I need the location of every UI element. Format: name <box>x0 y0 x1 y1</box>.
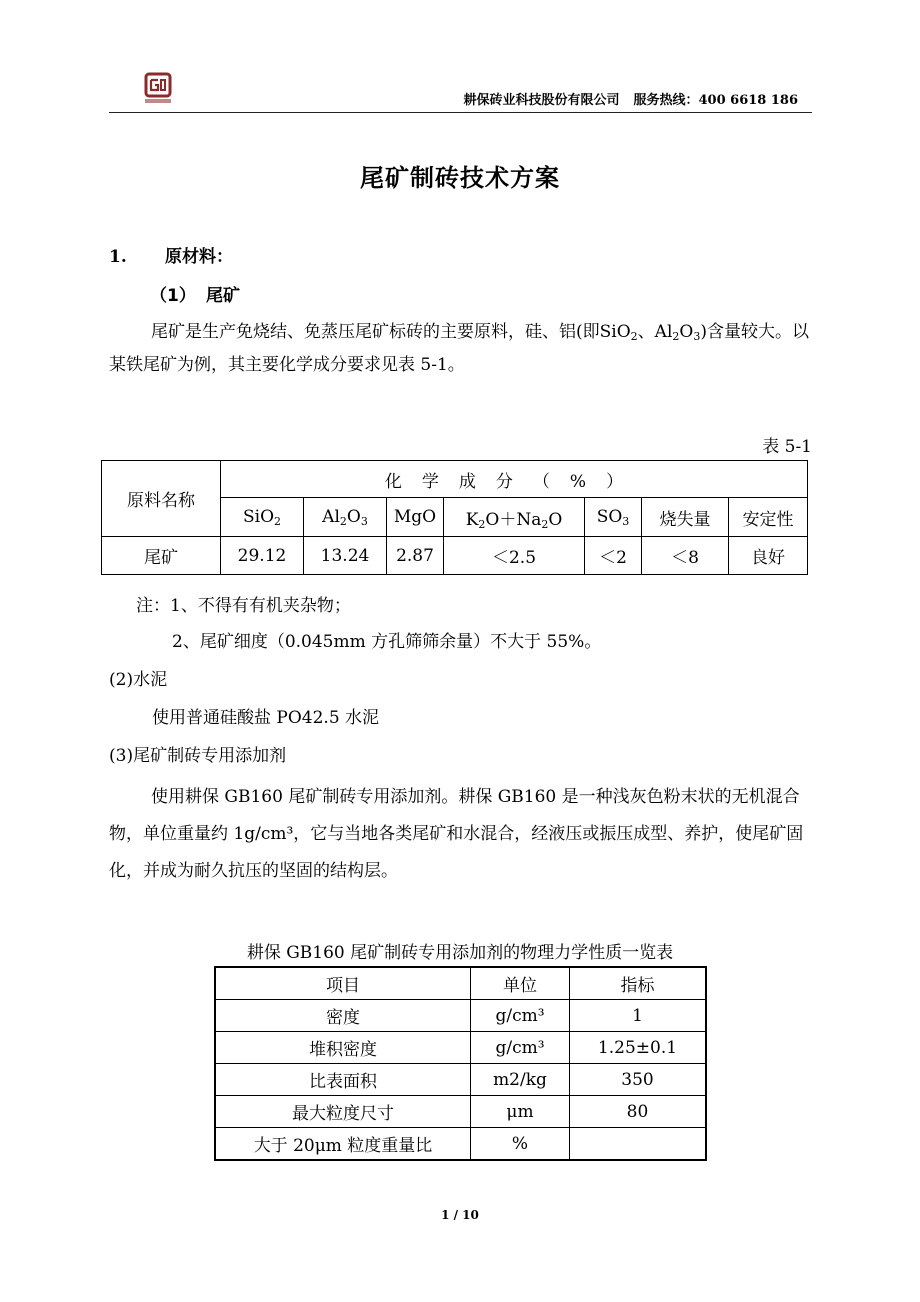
col-text: SiO <box>242 507 275 527</box>
additive-paragraph: 使用耕保 GB160 尾矿制砖专用添加剂。耕保 GB160 是一种浅灰色粉末状的无机混合物，单位重量约 1g/cm³，它与当地各类尾矿和水混合，经液压或振压成型、养护，使尾矿固化，并成为耐久抗压的坚固的结构层。 <box>109 787 804 881</box>
cell-stability: 良好 <box>729 537 808 575</box>
col-sub: 2 <box>274 515 282 528</box>
cell-item: 最大粒度尺寸 <box>215 1096 471 1128</box>
col-text: Al <box>322 507 340 527</box>
cement-heading: (2)水泥 <box>109 670 168 690</box>
formula-sub: 2 <box>630 330 638 343</box>
table-row <box>102 537 808 575</box>
table2-caption: 耕保 GB160 尾矿制砖专用添加剂的物理力学性质一览表 <box>246 943 674 963</box>
cell-unit: m2/kg <box>471 1064 570 1096</box>
tailings-paragraph <box>109 316 812 382</box>
col-al2o3 <box>304 498 387 537</box>
cell-item: 堆积密度 <box>215 1032 471 1064</box>
cell-unit: g/cm³ <box>471 1000 570 1032</box>
formula-o: O <box>679 322 694 342</box>
formula-al2o3: Al <box>654 322 673 342</box>
page-header <box>109 66 812 113</box>
table-row <box>215 1096 706 1128</box>
section-number: 1. <box>109 247 127 267</box>
col-mgo: MgO <box>387 498 444 537</box>
header-item: 项目 <box>215 967 471 1000</box>
header-unit: 单位 <box>471 967 570 1000</box>
cell-sio2: 29.12 <box>221 537 304 575</box>
para-separator: 、 <box>637 322 655 342</box>
col-sio2 <box>221 498 304 537</box>
cell-unit: g/cm³ <box>471 1032 570 1064</box>
table-header-row <box>215 967 706 1000</box>
cell-value: 350 <box>570 1064 707 1096</box>
cell-item: 大于 20μm 粒度重量比 <box>215 1128 471 1161</box>
cell-unit: % <box>471 1128 570 1161</box>
page-number: 1 / 10 <box>441 1208 479 1222</box>
header-value: 指标 <box>570 967 707 1000</box>
note-1: 注：1、不得有有机夹杂物； <box>136 596 351 616</box>
formula-sub: 3 <box>693 330 701 343</box>
company-logo <box>143 72 173 106</box>
section-label: 原材料： <box>165 247 233 267</box>
cell-unit: μm <box>471 1096 570 1128</box>
col-sub: 2 <box>339 515 347 528</box>
col-so3 <box>585 498 642 537</box>
additive-heading: (3)尾矿制砖专用添加剂 <box>109 746 287 766</box>
cell-loss: ＜8 <box>642 537 729 575</box>
col-sub: 2 <box>478 517 486 531</box>
subsection-number: （1） <box>150 286 196 306</box>
logo-icon <box>143 72 173 106</box>
page-title: 尾矿制砖技术方案 <box>360 164 560 192</box>
subsection-heading-tailings <box>150 281 240 306</box>
additive-properties-table <box>214 966 707 1161</box>
group-header <box>221 461 808 498</box>
formula-sub: 2 <box>672 330 680 343</box>
col-k2o-na2o <box>444 498 585 537</box>
group-header-text: 化学成分（%） <box>384 471 644 492</box>
hotline-label: 服务热线： <box>633 93 699 108</box>
cement-body: 使用普通硅酸盐 PO42.5 水泥 <box>152 708 380 728</box>
col-stability: 安定性 <box>729 498 808 537</box>
table-row <box>215 1000 706 1032</box>
col-text: O <box>548 509 563 530</box>
cell-value <box>570 1128 707 1161</box>
chemical-composition-table <box>101 460 808 575</box>
corner-header: 原料名称 <box>102 461 221 537</box>
formula-sio2: SiO <box>599 322 631 342</box>
col-sub: 3 <box>622 515 630 528</box>
cell-k2o-na2o: ＜2.5 <box>444 537 585 575</box>
col-text: SO <box>596 507 623 527</box>
row-name: 尾矿 <box>102 537 221 575</box>
cell-item: 密度 <box>215 1000 471 1032</box>
note-2: 2、尾矿细度（0.045mm 方孔筛筛余量）不大于 55%。 <box>172 632 602 652</box>
col-text: K <box>465 509 479 530</box>
cell-al2o3: 13.24 <box>304 537 387 575</box>
col-text: O＋Na <box>485 509 542 530</box>
table-row <box>215 1064 706 1096</box>
col-text: O <box>346 507 361 527</box>
table-row <box>215 1032 706 1064</box>
section-heading-materials <box>109 242 233 267</box>
cell-value: 1.25±0.1 <box>570 1032 707 1064</box>
cell-mgo: 2.87 <box>387 537 444 575</box>
cell-so3: ＜2 <box>585 537 642 575</box>
para-text-end: )含量较大。以某铁尾矿为例，其主要化学成分要求见表 5-1。 <box>109 322 809 375</box>
col-loss-on-ignition: 烧失量 <box>642 498 729 537</box>
para-text-start: 尾矿是生产免烧结、免蒸压尾矿标砖的主要原料，硅、铝(即 <box>151 322 600 342</box>
cell-item: 比表面积 <box>215 1064 471 1096</box>
col-sub: 2 <box>541 517 549 531</box>
table-label: 表 5-1 <box>762 437 812 457</box>
cell-value: 80 <box>570 1096 707 1128</box>
table-row <box>215 1128 706 1161</box>
header-company-info <box>449 89 798 108</box>
cell-value: 1 <box>570 1000 707 1032</box>
subsection-label: 尾矿 <box>206 286 240 306</box>
company-name: 耕保砖业科技股份有限公司 <box>463 93 620 108</box>
hotline-number: 400 6618 186 <box>698 93 798 108</box>
col-sub: 3 <box>360 515 368 528</box>
